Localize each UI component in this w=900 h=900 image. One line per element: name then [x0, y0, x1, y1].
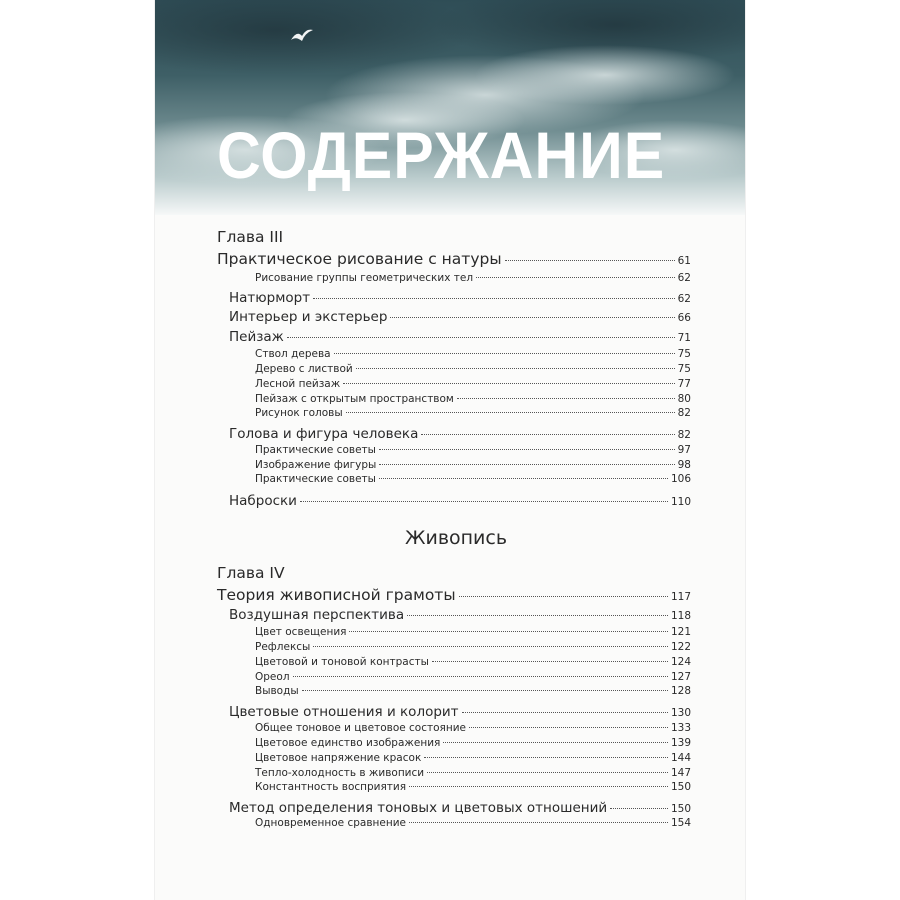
toc-entry-title: Пейзаж с открытым пространством: [255, 393, 454, 405]
toc-entry-title: Воздушная перспектива: [229, 607, 405, 623]
dot-leader: [313, 646, 668, 647]
toc-entry-page-number: 82: [677, 407, 691, 419]
toc-entry-page-number: 117: [670, 591, 691, 603]
toc-entry[interactable]: [229, 607, 691, 623]
dot-leader: [476, 277, 675, 278]
toc-entry-page-number: 150: [670, 803, 691, 815]
dot-leader: [390, 317, 674, 318]
dot-leader: [356, 368, 675, 369]
dot-leader: [334, 353, 675, 354]
toc-entry-title: Интерьер и экстерьер: [229, 309, 388, 325]
toc-entry-title: Изображение фигуры: [255, 459, 377, 471]
toc-entry-page-number: 97: [677, 444, 691, 456]
toc-entry-title: Рисунок головы: [255, 407, 343, 419]
toc-entry[interactable]: [255, 407, 691, 419]
chapter-heading-4: Глава IV: [217, 564, 285, 582]
dot-leader: [379, 478, 668, 479]
toc-entry-title: Ореол: [255, 671, 290, 683]
dot-leader: [610, 808, 668, 809]
toc-entry-title: Натюрморт: [229, 290, 311, 306]
toc-entry-page-number: 147: [670, 767, 691, 779]
toc-entry-page-number: 106: [670, 473, 691, 485]
toc-entry-page-number: 128: [670, 685, 691, 697]
toc-entry[interactable]: [255, 767, 691, 779]
toc-entry-title: Общее тоновое и цветовое состояние: [255, 722, 467, 734]
dot-leader: [462, 712, 668, 713]
dot-leader: [302, 690, 668, 691]
toc-entry-title: Наброски: [229, 493, 297, 509]
toc-entry-title: Выводы: [255, 685, 299, 697]
toc-entry[interactable]: [255, 671, 691, 683]
toc-entry[interactable]: [255, 393, 691, 405]
toc-entry-page-number: 133: [670, 722, 691, 734]
toc-entry[interactable]: [255, 459, 691, 471]
dot-leader: [432, 661, 668, 662]
toc-entry[interactable]: [255, 363, 691, 375]
dot-leader: [469, 727, 668, 728]
toc-entry[interactable]: [229, 309, 691, 325]
toc-entry[interactable]: [255, 626, 691, 638]
dot-leader: [379, 449, 675, 450]
toc-entry[interactable]: [229, 493, 691, 509]
toc-entry[interactable]: [229, 426, 691, 442]
toc-entry[interactable]: [255, 272, 691, 284]
dot-leader: [407, 615, 668, 616]
toc-entry[interactable]: [255, 737, 691, 749]
toc-entry-title: Рисование группы геометрических тел: [255, 272, 474, 284]
toc-entry-page-number: 71: [677, 332, 691, 344]
toc-entry-title: Одновременное сравнение: [255, 817, 406, 829]
dot-leader: [424, 757, 668, 758]
dot-leader: [293, 676, 668, 677]
toc-entry-title: Ствол дерева: [255, 348, 331, 360]
dot-leader: [287, 337, 675, 338]
dot-leader: [457, 398, 675, 399]
toc-entry[interactable]: [229, 290, 691, 306]
toc-entry-title: Практические советы: [255, 473, 376, 485]
toc-entry[interactable]: [255, 656, 691, 668]
toc-entry-page-number: 66: [677, 312, 691, 324]
toc-entry-page-number: 130: [670, 707, 691, 719]
dot-leader: [349, 631, 667, 632]
toc-entry-page-number: 154: [670, 817, 691, 829]
toc-entry-title: Дерево с листвой: [255, 363, 353, 375]
toc-entry-page-number: 62: [677, 272, 691, 284]
toc-entry-title: Тепло-холодность в живописи: [255, 767, 425, 779]
toc-entry-page-number: 118: [670, 610, 691, 622]
dot-leader: [409, 822, 668, 823]
toc-entry[interactable]: [255, 722, 691, 734]
toc-entry-page-number: 110: [670, 496, 691, 508]
toc-entry[interactable]: [255, 444, 691, 456]
toc-entry-page-number: 62: [677, 293, 691, 305]
dot-leader: [409, 786, 668, 787]
toc-entry[interactable]: [217, 586, 691, 604]
dot-leader: [379, 464, 674, 465]
toc-entry-title: Рефлексы: [255, 641, 311, 653]
dot-leader: [343, 383, 674, 384]
toc-entry-page-number: 122: [670, 641, 691, 653]
toc-entry-title: Метод определения тоновых и цветовых отношений: [229, 800, 608, 816]
dot-leader: [313, 298, 675, 299]
toc-entry-title: Цветовое напряжение красок: [255, 752, 422, 764]
toc-entry[interactable]: [229, 704, 691, 720]
toc-entry-page-number: 82: [677, 429, 691, 441]
dot-leader: [505, 260, 675, 261]
toc-entry-page-number: 61: [677, 255, 691, 267]
toc-entry-title: Цветовые отношения и колорит: [229, 704, 459, 720]
toc-entry[interactable]: [255, 378, 691, 390]
toc-entry-page-number: 150: [670, 781, 691, 793]
toc-entry-page-number: 139: [670, 737, 691, 749]
toc-entry-title: Лесной пейзаж: [255, 378, 341, 390]
toc-entry-title: Цвет освещения: [255, 626, 347, 638]
toc-entry[interactable]: [255, 473, 691, 485]
section-title: Живопись: [405, 527, 508, 549]
toc-entry-page-number: 80: [677, 393, 691, 405]
toc-entry[interactable]: [217, 250, 691, 268]
toc-entry[interactable]: [255, 752, 691, 764]
dot-leader: [346, 412, 675, 413]
toc-entry-title: Константность восприятия: [255, 781, 407, 793]
toc-entry-title: Голова и фигура человека: [229, 426, 419, 442]
toc-entry[interactable]: [255, 641, 691, 653]
toc-entry-page-number: 124: [670, 656, 691, 668]
dot-leader: [300, 501, 668, 502]
toc-entry[interactable]: [255, 348, 691, 360]
toc-entry[interactable]: [255, 817, 691, 829]
toc-entry-page-number: 144: [670, 752, 691, 764]
toc-entry[interactable]: [255, 685, 691, 697]
toc-entry-title: Цветовое единство изображения: [255, 737, 441, 749]
dot-leader: [427, 772, 668, 773]
toc-entry-title: Пейзаж: [229, 329, 284, 345]
toc-entry-page-number: 98: [677, 459, 691, 471]
page-title: СОДЕРЖАНИЕ: [217, 118, 666, 192]
toc-entry-page-number: 121: [670, 626, 691, 638]
toc-entry-title: Теория живописной грамоты: [217, 586, 456, 604]
toc-entry-page-number: 127: [670, 671, 691, 683]
dot-leader: [421, 434, 674, 435]
toc-entry-title: Практическое рисование с натуры: [217, 250, 502, 268]
toc-entry-page-number: 75: [677, 348, 691, 360]
toc-entry-page-number: 77: [677, 378, 691, 390]
header-sky-image: [155, 0, 745, 215]
book-page: [155, 0, 745, 900]
toc-entry[interactable]: [255, 781, 691, 793]
toc-entry[interactable]: [229, 800, 691, 816]
toc-entry[interactable]: [229, 329, 691, 345]
toc-entry-page-number: 75: [677, 363, 691, 375]
dot-leader: [443, 742, 668, 743]
dot-leader: [459, 596, 668, 597]
toc-entry-title: Цветовой и тоновой контрасты: [255, 656, 429, 668]
toc-entry-title: Практические советы: [255, 444, 376, 456]
chapter-heading-3: Глава III: [217, 228, 284, 246]
